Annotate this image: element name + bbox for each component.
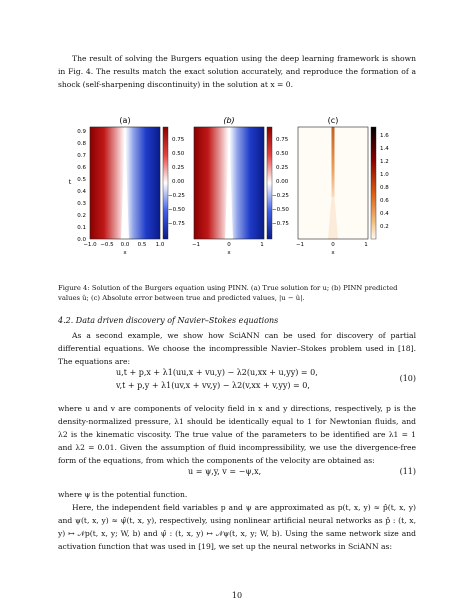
cbar-tick: −0.75 [168, 221, 185, 227]
x-tick: −0.5 [100, 242, 114, 248]
cbar-tick: 0.8 [380, 185, 389, 191]
equation-11 [58, 467, 416, 480]
x-tick: −1 [191, 242, 201, 248]
x-tick: −1 [295, 242, 305, 248]
paragraph-parameters: where u and v are components of velocity field in x and y directions, respectively, p is the density-normalized pressure, λ1 should be identically equal to 1 for Newtonian fluids, and λ2 is the kinematic viscosity. The true value of the parameters to be identified are λ1 = 1 and λ2 = 0.01. Given the assumption of fluid incompressibility, we use the divergence-free form of the equations, from which the components of the velocity are obtained as: [58, 404, 416, 465]
cbar-tick: 0.2 [380, 224, 389, 230]
x-tick-labels-b [192, 242, 264, 248]
cbar-tick: −0.75 [272, 221, 289, 227]
equation-10-line-1: u,t + p,x + λ1(uu,x + vu,y) − λ2(u,xx + u,yy) = 0, [116, 368, 318, 377]
page-number: 10 [231, 591, 243, 600]
x-axis-label-b: x [227, 250, 231, 256]
y-tick: 0.5 [77, 177, 86, 183]
panel-c-title: (c) [327, 116, 339, 125]
intro-paragraph: The result of solving the Burgers equation using the deep learning framework is shown in Fig. 4. The results match the exact solution accurately, and reproduce the formation of a shock (self-sharpening discontinuity) in the solution at x = 0. [58, 54, 416, 89]
cbar-tick: −0.25 [168, 193, 185, 199]
cbar-tick: 0.25 [172, 165, 185, 171]
panel-a-title: (a) [119, 116, 131, 125]
y-tick: 0.4 [77, 189, 86, 195]
x-tick: 1.0 [155, 242, 165, 248]
cbar-tick: 1.6 [380, 133, 389, 139]
panel-b-heatmap [194, 127, 264, 239]
x-tick: 1 [364, 242, 368, 248]
figure-4 [0, 112, 474, 280]
equation-10 [58, 368, 416, 394]
cbar-tick: 0.75 [172, 137, 185, 143]
cbar-tick: 0.4 [380, 211, 389, 217]
paragraph-navier-stokes-intro: As a second example, we show how SciANN can be used for discovery of partial differential equations. We choose the incompressible Navier–Stokes problem used in [18]. The equations are: [58, 331, 416, 366]
x-tick: −1.0 [83, 242, 97, 248]
x-tick-labels-a [83, 242, 165, 248]
equation-11-number: (11) [399, 467, 416, 476]
y-tick: 0.3 [77, 201, 86, 207]
y-tick: 0.8 [77, 141, 86, 147]
cbar-tick: −0.50 [168, 207, 185, 213]
cbar-tick: 0.00 [276, 179, 289, 185]
cbar-tick: 0.50 [172, 151, 185, 157]
y-tick: 0.6 [77, 165, 86, 171]
cbar-tick: 1.4 [380, 146, 389, 152]
x-tick: 0 [227, 242, 231, 248]
equation-10-line-2: v,t + p,y + λ1(uv,x + vv,y) − λ2(v,xx + v,yy) = 0, [116, 381, 310, 390]
paragraph-potential: where ψ is the potential function. [58, 490, 188, 499]
y-tick-labels [77, 129, 86, 243]
y-axis-label: t [68, 178, 72, 186]
colorbar-c [371, 127, 376, 239]
y-tick: 0.1 [77, 225, 86, 231]
x-axis-label-a: x [123, 250, 127, 256]
x-axis-label-c: x [331, 250, 335, 256]
x-tick: 0.0 [120, 242, 130, 248]
section-heading: 4.2. Data driven discovery of Navier–Stokes equations [58, 316, 279, 325]
colorbar-c-ticks [380, 133, 389, 230]
equation-10-number: (10) [399, 374, 416, 383]
panel-a-heatmap [90, 127, 160, 239]
equation-11-body: u = ψ,y, v = −ψ,x, [188, 467, 262, 476]
y-tick: 0.0 [77, 237, 86, 243]
cbar-tick: −0.25 [272, 193, 289, 199]
y-tick: 0.9 [77, 129, 86, 135]
x-tick: 0 [331, 242, 335, 248]
colorbar-b-ticks [272, 137, 289, 227]
x-tick: 0.5 [137, 242, 147, 248]
cbar-tick: 0.25 [276, 165, 289, 171]
cbar-tick: 0.50 [276, 151, 289, 157]
cbar-tick: 0.75 [276, 137, 289, 143]
cbar-tick: 1.0 [380, 172, 389, 178]
cbar-tick: −0.50 [272, 207, 289, 213]
cbar-tick: 0.6 [380, 198, 389, 204]
panel-c-heatmap [298, 127, 368, 239]
paragraph-networks: Here, the independent field variables p and ψ are approximated as p(t, x, y) ≈ p̂(t, x, y) and ψ(t, x, y) ≈ ψ̂(t, x, y), respectively, using nonlinear artificial neural networks as p̂ : (t, x, y) ↦ 𝒩p(t, x, y; W, b) and ψ̂ : (t, x, y) ↦ 𝒩ψ(t, x, y; W, b). Using the same network size and activation function that was used in [19], we set up the neural networks in SciANN as: [58, 503, 416, 551]
x-tick: 1 [260, 242, 264, 248]
y-tick: 0.7 [77, 153, 86, 159]
panel-b-title: (b) [223, 116, 235, 125]
cbar-tick: 0.00 [172, 179, 185, 185]
y-tick: 0.2 [77, 213, 86, 219]
colorbar-a-ticks [168, 137, 185, 227]
cbar-tick: 1.2 [380, 159, 389, 165]
figure-caption: Figure 4: Solution of the Burgers equation using PINN. (a) True solution for u; (b) PINN predicted values û; (c) Absolute error between true and predicted values, |u − û|. [58, 284, 398, 302]
x-tick-labels-c [296, 242, 368, 248]
